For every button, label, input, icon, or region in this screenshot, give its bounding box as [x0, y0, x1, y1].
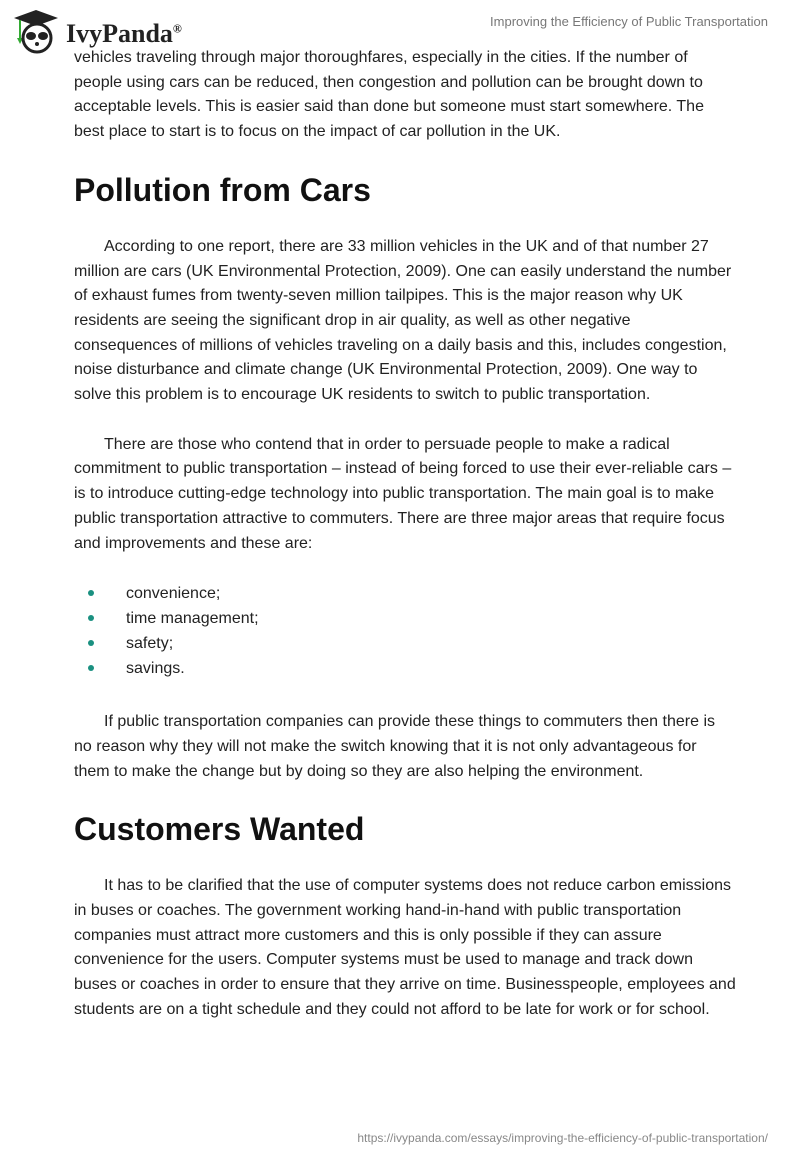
paragraph: According to one report, there are 33 million vehicles in the UK and of that number 27 million are cars (UK Environmental Protection, 2009). One can easily understand the number of exhaust fumes from twenty-seven million tailpipes. This is the major reason why UK residents are seeing the significant drop in air quality, as well as other negative consequences of millions of vehicles traveling on a daily basis and this, includes congestion, noise disturbance and climate change (UK Environmental Protection, 2009). One way to solve this problem is to encourage UK residents to switch to public transportation. — [74, 237, 732, 404]
document-title: Improving the Efficiency of Public Transportation — [490, 14, 768, 29]
list-item: convenience; — [74, 581, 736, 606]
section-heading: Customers Wanted — [74, 811, 365, 848]
paragraph: If public transportation companies can provide these things to commuters then there is no reason why they will not make the switch knowing that it is not only advantageous for them to make the change but by doing so they are also helping the environment. — [74, 713, 715, 780]
panda-logo-icon — [12, 8, 60, 54]
source-url[interactable]: https://ivypanda.com/essays/improving-the-efficiency-of-public-transportation/ — [357, 1131, 768, 1145]
paragraph: It has to be clarified that the use of computer systems does not reduce carbon emissions in buses or coaches. The government working hand-in-hand with public transportation companies must attract more customers and this is only possible if they can assure convenience for the users. Computer systems must be used to manage and track down buses or coaches in order to ensure that they arrive on time. Businesspeople, employees and students are on a tight schedule and they could not afford to be late for work or for school. — [74, 877, 736, 1018]
article-body — [74, 46, 736, 1048]
intro-paragraph: vehicles traveling through major thoroughfares, especially in the cities. If the number of people using cars can be reduced, then congestion and pollution can be brought down to acceptable levels. This is easier said than done but someone must start somewhere. The best place to start is to focus on the impact of car pollution in the UK. — [74, 49, 704, 141]
list-item: safety; — [74, 631, 736, 656]
brand-name: IvyPanda® — [66, 19, 182, 48]
paragraph: There are those who contend that in order to persuade people to make a radical commitment to public transportation – instead of being forced to use their ever-reliable cars – is to introduce cutting-edge technology into public transportation. The main goal is to make public transportation attractive to commuters. There are three major areas that require focus and improvements and these are: — [74, 435, 732, 552]
bullet-list — [74, 581, 736, 681]
list-item: savings. — [74, 656, 736, 681]
list-item: time management; — [74, 606, 736, 631]
section-heading: Pollution from Cars — [74, 171, 371, 208]
